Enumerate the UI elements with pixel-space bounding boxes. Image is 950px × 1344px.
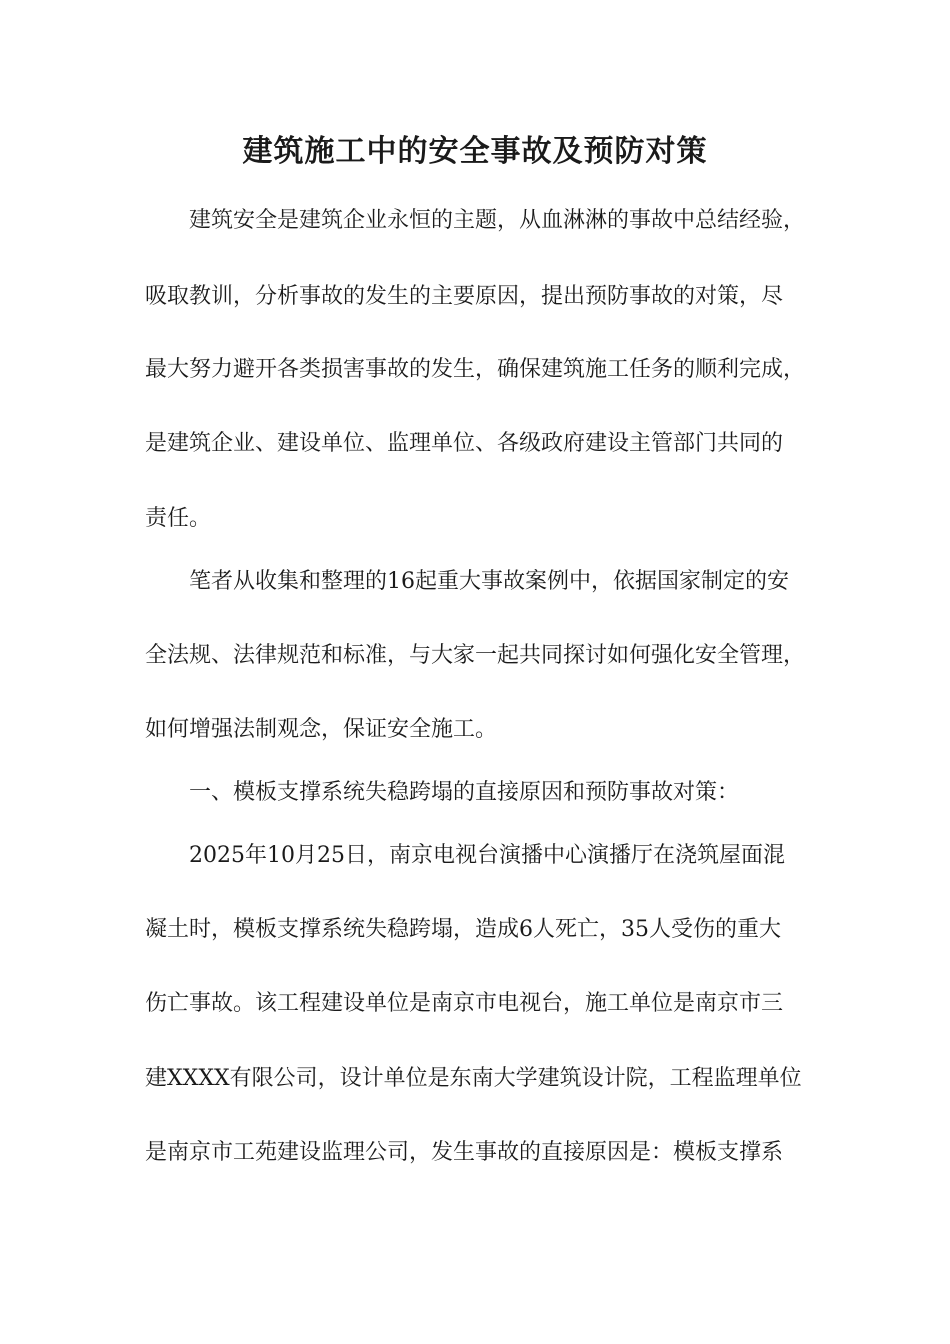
text-line: 吸取教训，分析事故的发生的主要原因，提出预防事故的对策，尽 (145, 284, 784, 309)
text-line: 最大努力避开各类损害事故的发生，确保建筑施工任务的顺利完成， (145, 357, 806, 382)
text-line: 是南京市工苑建设监理公司，发生事故的直接原因是：模板支撑系 (145, 1140, 784, 1165)
text-line: 建XXXX有限公司，设计单位是东南大学建筑设计院，工程监理单位 (145, 1066, 802, 1091)
text-line: 如何增强法制观念，保证安全施工。 (145, 717, 498, 742)
text-line: 建筑安全是建筑企业永恒的主题，从血淋淋的事故中总结经验， (145, 208, 806, 233)
text-line: 伤亡事故。该工程建设单位是南京市电视台，施工单位是南京市三 (145, 991, 784, 1016)
document-title: 建筑施工中的安全事故及预防对策 (242, 134, 708, 169)
text-line: 凝土时，模板支撑系统失稳跨塌，造成6人死亡，35人受伤的重大 (145, 917, 781, 942)
text-line: 2025年10月25日，南京电视台演播中心演播厅在浇筑屋面混 (145, 843, 785, 868)
text-line: 责任。 (145, 506, 212, 531)
text-line: 全法规、法律规范和标准，与大家一起共同探讨如何强化安全管理， (145, 643, 806, 668)
text-line: 是建筑企业、建设单位、监理单位、各级政府建设主管部门共同的 (145, 431, 784, 456)
section-heading: 一、模板支撑系统失稳跨塌的直接原因和预防事故对策： (145, 780, 740, 805)
text-line: 笔者从收集和整理的16起重大事故案例中，依据国家制定的安 (145, 569, 789, 594)
